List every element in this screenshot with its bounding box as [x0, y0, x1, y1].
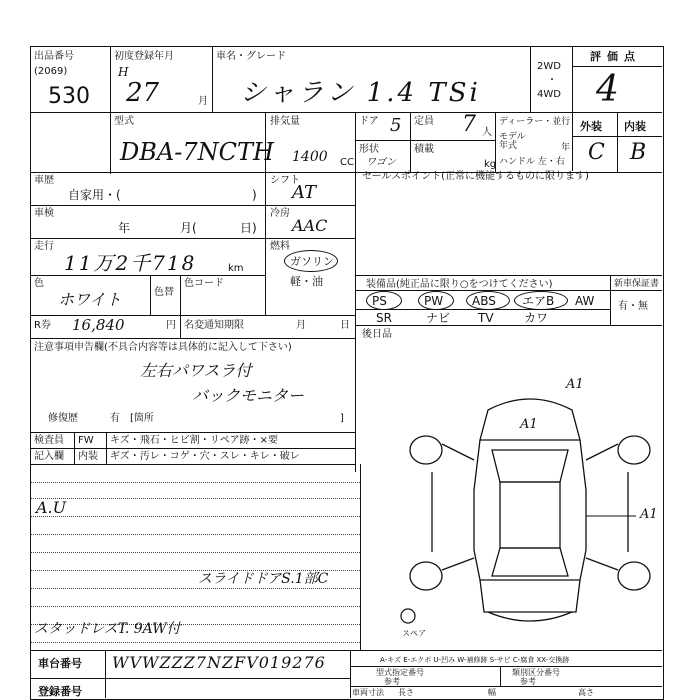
- color-label: 色: [34, 278, 44, 289]
- equip-sr: SR: [376, 311, 392, 325]
- equip-circle-airbag: [514, 291, 568, 310]
- inspection-label: 車検: [34, 208, 54, 219]
- inspector-entry-label: 記入欄: [34, 451, 64, 462]
- model-label: 車名・グレード: [216, 51, 286, 62]
- repair-history-label: 修復歴: [48, 413, 78, 424]
- sales-point-label: セールスポイント(正常に機能するものに限ります): [362, 171, 589, 182]
- lot-number: 530: [48, 84, 90, 109]
- warranty-label: 新車保証書: [614, 279, 660, 289]
- shape-label: 形状: [359, 144, 379, 155]
- color-code-label: 色コード: [184, 278, 224, 289]
- name-change-day: 日: [340, 320, 350, 331]
- inspection-year: 年: [118, 221, 131, 235]
- category-number-label: 類別区分番号: [512, 668, 560, 677]
- notes-line-1: 左右パワスラ付: [140, 361, 252, 380]
- category-reference: 参考: [520, 677, 536, 686]
- inspection-day: 日): [240, 221, 257, 235]
- load-unit: kg: [484, 159, 497, 170]
- width-label: 幅: [488, 688, 496, 697]
- capacity-value: 7: [462, 112, 476, 137]
- equip-circle-ps: [366, 291, 402, 310]
- aircon-value: AAC: [292, 216, 328, 235]
- chassis-number-value: WVWZZZ7NZFV019276: [112, 653, 326, 672]
- repair-history-value: 有: [110, 413, 120, 424]
- name-change-month: 月: [296, 320, 306, 331]
- registration-number-label: 登録番号: [38, 685, 82, 698]
- equip-circle-abs: [466, 291, 510, 310]
- designation-reference: 参考: [384, 677, 400, 686]
- height-label: 高さ: [578, 688, 594, 697]
- inspector-interior-tag: 内装: [78, 451, 98, 462]
- equip-abs: ABS: [472, 294, 496, 308]
- capacity-label: 定員: [414, 116, 434, 127]
- fuel-selected-circle: [284, 250, 338, 272]
- inspector-label: 検査員: [34, 435, 64, 446]
- color-value: ホワイト: [58, 290, 122, 309]
- load-label: 積載: [414, 144, 434, 155]
- inspector-interior-items: ギズ・汚レ・コゲ・穴・スレ・キレ・破レ: [110, 451, 300, 462]
- dealer-label: ディーラー・並行: [499, 117, 571, 127]
- equip-airbag: エアB: [522, 294, 555, 308]
- damage-mark-side: A1: [640, 507, 658, 522]
- exterior-label: 外装: [580, 120, 602, 133]
- interior-label: 内装: [624, 120, 646, 133]
- recycle-unit: 円: [166, 320, 176, 331]
- name-change-label: 名変通知期限: [184, 320, 244, 331]
- repair-location-open: [箇所: [130, 413, 154, 424]
- displacement-label: 排気量: [270, 116, 300, 127]
- door-label: ドア: [359, 116, 379, 127]
- model-year-label: モデル年式: [499, 132, 526, 152]
- history-value: 自家用・(: [68, 188, 121, 202]
- length-label: 長さ: [398, 688, 414, 697]
- equip-leather: カワ: [524, 311, 549, 325]
- shift-label: シフト: [270, 175, 300, 186]
- fuel-gasoline: ガソリン: [290, 255, 334, 268]
- memo-line-2: スライドドアS.1部C: [198, 571, 329, 587]
- first-registration-label: 初度登録年月: [114, 51, 174, 62]
- mileage-unit: km: [228, 263, 244, 274]
- model-year-suffix: 年: [561, 143, 571, 153]
- vehicle-size-label: 車両寸法: [352, 688, 384, 697]
- inspection-month: 月(: [180, 221, 197, 235]
- damage-legend: A-キズ E-エクボ U-凹み W-補修跡 S-サビ C-腐食 XX-交換跡: [380, 656, 570, 664]
- notes-label: 注意事項申告欄(不具合内容等は具体的に記入して下さい): [34, 342, 292, 353]
- history-label: 車歴: [34, 175, 54, 186]
- equip-aw: AW: [575, 294, 595, 308]
- equip-circle-pw: [418, 291, 454, 310]
- inspector-fw-tag: FW: [78, 435, 94, 446]
- mileage-label: 走行: [34, 241, 54, 252]
- displacement-value: 1400: [292, 149, 328, 165]
- aircon-label: 冷房: [270, 208, 290, 219]
- drive-separator: ・: [547, 75, 557, 86]
- handle-label: ハンドル 左・右: [499, 157, 565, 167]
- recycle-label: R券: [34, 320, 51, 331]
- memo-line-3: スタッドレスT. 9AW付: [34, 621, 181, 637]
- inspector-fw-items: キズ・飛石・ヒビ割・リペア跡・×要: [110, 435, 278, 446]
- drive-4wd: 4WD: [537, 89, 561, 100]
- damage-mark-front: A1: [566, 377, 584, 392]
- warranty-value: 有・無: [618, 301, 648, 312]
- equip-pw: PW: [424, 294, 444, 308]
- fuel-diesel: 軽・油: [290, 275, 323, 288]
- first-registration-era: H: [118, 65, 129, 79]
- model-value: シャラン 1.4 TSi: [240, 78, 481, 108]
- mileage-value: 11万2千718: [64, 251, 197, 275]
- chassis-number-label: 車台番号: [38, 657, 82, 670]
- displacement-unit: CC: [340, 157, 354, 168]
- first-registration-month-suffix: 月: [198, 96, 208, 107]
- spare-tire-label: スペア: [402, 629, 426, 638]
- drive-2wd: 2WD: [537, 61, 561, 72]
- shift-value: AT: [292, 182, 317, 203]
- notes-line-2: バックモニター: [192, 386, 305, 405]
- shape-value: ワゴン: [366, 157, 396, 168]
- score-value: 4: [596, 69, 619, 110]
- rear-items-label: 後日品: [362, 329, 392, 340]
- equip-navi: ナビ: [426, 311, 451, 325]
- memo-line-1: A.U: [36, 498, 67, 517]
- exterior-grade: C: [588, 140, 605, 165]
- recycle-value: 16,840: [72, 316, 125, 334]
- type-label: 型式: [114, 116, 134, 127]
- lot-label: 出品番号: [34, 51, 74, 62]
- first-registration-year: 27: [126, 78, 160, 108]
- designation-number-label: 型式指定番号: [376, 668, 424, 677]
- damage-mark-roof: A1: [520, 417, 538, 432]
- capacity-unit: 人: [482, 127, 492, 138]
- equip-ps: PS: [372, 294, 387, 308]
- equip-tv: TV: [478, 311, 494, 325]
- interior-grade: B: [630, 140, 647, 165]
- color-change-label: 色替: [154, 287, 174, 298]
- equipment-label: 装備品(純正品に限り○をつけてください): [366, 279, 553, 290]
- score-label: 評価点: [590, 50, 641, 63]
- fuel-label: 燃料: [270, 241, 290, 252]
- history-close: ): [252, 188, 257, 202]
- repair-location-close: ]: [340, 413, 344, 424]
- type-value: DBA-7NCTH: [120, 138, 274, 166]
- lot-sub-number: (2069): [34, 66, 68, 77]
- door-value: 5: [390, 115, 402, 136]
